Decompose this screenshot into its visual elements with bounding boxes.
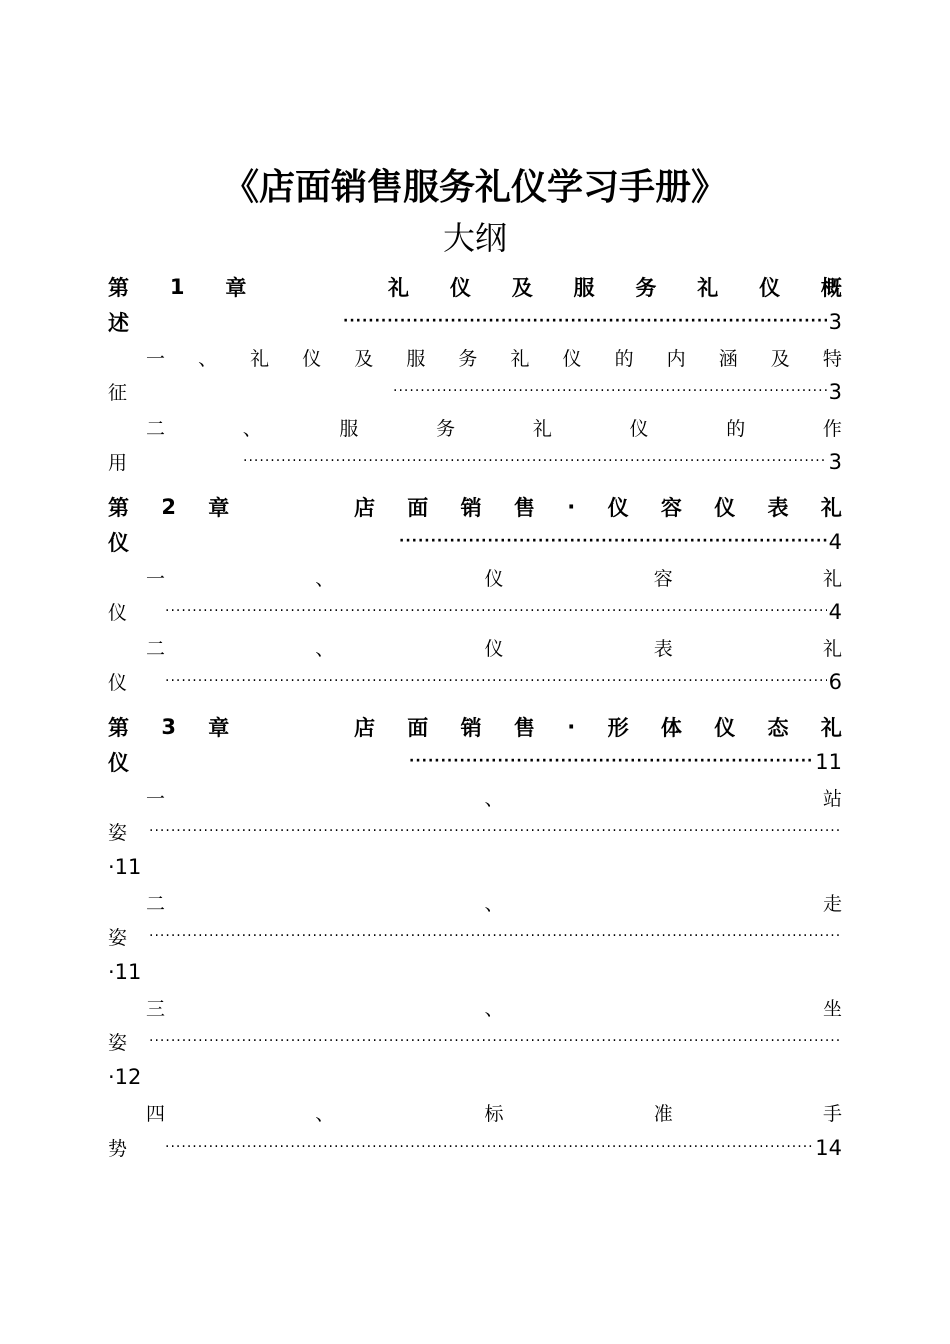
toc-entry-tail: 用 [108, 452, 128, 474]
toc-char: 服 [406, 348, 426, 370]
toc-entry-leader [108, 744, 842, 779]
toc-char: 礼 [532, 418, 552, 440]
toc-char: 售 [513, 715, 535, 740]
toc-entry-ch2-s2 [108, 630, 842, 665]
toc-entry-ch1-s1 [108, 340, 842, 375]
toc-entry-tail: 姿 [108, 822, 128, 844]
toc-char: 作 [822, 418, 842, 440]
toc-char: · [567, 494, 576, 519]
toc-entry-leader [108, 594, 842, 629]
toc-char: 礼 [388, 275, 409, 300]
toc-page-number: ·12 [108, 1064, 142, 1089]
toc-char: 坐 [822, 998, 842, 1020]
toc-char: 1 [169, 274, 185, 299]
toc-entry-leader [108, 814, 842, 849]
toc-char: 表 [653, 638, 673, 660]
toc-char: 仪 [607, 495, 629, 520]
toc-char: 二 [146, 418, 166, 440]
toc-char: 第 [108, 715, 129, 740]
toc-char: 特 [822, 348, 842, 370]
toc-entry-tail: 势 [108, 1138, 128, 1160]
toc-char: 章 [225, 275, 247, 300]
leader-dots [165, 594, 827, 629]
toc-char: 、 [242, 418, 262, 440]
leader-dots [409, 744, 813, 779]
toc-entry-leader [108, 919, 842, 954]
toc-page-number: ·11 [108, 959, 142, 984]
toc-char: 面 [407, 715, 429, 740]
toc-entry-ch2 [108, 489, 842, 524]
toc-char: 面 [407, 495, 429, 520]
toc-char: 二 [146, 893, 166, 915]
toc-entry-leader [108, 304, 842, 339]
toc-char: 、 [484, 998, 504, 1020]
toc-entry-leader [108, 524, 842, 559]
document-subtitle: 大纲 [442, 219, 507, 257]
toc-char: 一 [146, 348, 166, 370]
toc-char: 礼 [697, 275, 719, 300]
toc-char: 概 [820, 275, 842, 300]
toc-char: 、 [484, 893, 504, 915]
toc-char: 章 [208, 495, 230, 520]
toc-entry-tail: 姿 [108, 927, 128, 949]
toc-entry-tail: 述 [108, 310, 129, 335]
toc-char: 礼 [822, 638, 842, 660]
toc-char: 态 [767, 715, 789, 740]
toc-page-number: 3 [828, 449, 842, 474]
toc-char: · [567, 714, 576, 739]
toc-char: 章 [208, 715, 230, 740]
toc-entry-tail: 征 [108, 382, 128, 404]
toc-char: 仪 [714, 495, 736, 520]
leader-dots [399, 524, 827, 559]
toc-page-number: ·11 [108, 854, 142, 879]
toc-char: 3 [161, 714, 176, 739]
toc-char: 务 [458, 348, 478, 370]
leader-dots [165, 664, 827, 699]
toc-char: 内 [666, 348, 686, 370]
toc-char: 礼 [822, 568, 842, 590]
toc-char: 容 [660, 495, 682, 520]
toc-char: 及 [770, 348, 790, 370]
leader-dots [149, 919, 840, 954]
toc-entry-ch1-s2 [108, 410, 842, 445]
leader-dots [243, 444, 827, 479]
toc-entry-ch3 [108, 709, 842, 744]
leader-dots [165, 1130, 813, 1165]
leader-dots [149, 1024, 840, 1059]
toc-char: 站 [822, 788, 842, 810]
toc-entry-ch3-s2 [108, 885, 842, 920]
toc-char: 销 [460, 495, 482, 520]
toc-char: 及 [354, 348, 374, 370]
toc-char: 手 [822, 1103, 842, 1125]
toc-char: 店 [353, 495, 375, 520]
toc-char: 表 [767, 495, 789, 520]
toc-char: 礼 [820, 715, 842, 740]
toc-char: 仪 [562, 348, 582, 370]
toc-entry-leader [108, 664, 842, 699]
toc-entry-ch3-s1 [108, 780, 842, 815]
toc-char: 、 [484, 788, 504, 810]
toc-char: 礼 [250, 348, 270, 370]
toc-char: 仪 [629, 418, 649, 440]
toc-page-number: 3 [828, 309, 842, 334]
toc-entry-tail: 姿 [108, 1032, 128, 1054]
toc-char: 务 [635, 275, 657, 300]
toc-page-number: 6 [828, 669, 842, 694]
toc-entry-tail: 仪 [108, 750, 129, 775]
toc-char: 准 [653, 1103, 673, 1125]
toc-char: 四 [146, 1103, 166, 1125]
toc-char: 标 [484, 1103, 504, 1125]
toc-char: 、 [198, 348, 218, 370]
toc-char: 礼 [820, 495, 842, 520]
toc-page-number: 3 [828, 379, 842, 404]
toc-char: 礼 [510, 348, 530, 370]
toc-char: 、 [315, 1103, 335, 1125]
toc-page-number: 4 [828, 529, 842, 554]
toc-char: 务 [436, 418, 456, 440]
toc-char: 涵 [718, 348, 738, 370]
leader-dots [343, 304, 827, 339]
toc-char: 三 [146, 998, 166, 1020]
toc-char: 的 [614, 348, 634, 370]
toc-entry-leader [108, 374, 842, 409]
toc-entry-leader [108, 1130, 842, 1165]
toc-char: 仪 [302, 348, 322, 370]
toc-char: 仪 [714, 715, 736, 740]
toc-char: 一 [146, 568, 166, 590]
toc-char: 仪 [759, 275, 781, 300]
toc-entry-leader [108, 1024, 842, 1059]
toc-char: 第 [108, 275, 129, 300]
toc-char: 2 [161, 494, 176, 519]
toc-char: 店 [353, 715, 375, 740]
leader-dots [393, 374, 827, 409]
toc-char: 销 [460, 715, 482, 740]
toc-char: 一 [146, 788, 166, 810]
toc-entry-ch2-s1 [108, 560, 842, 595]
toc-char: 售 [513, 495, 535, 520]
toc-char: 二 [146, 638, 166, 660]
toc-char: 、 [315, 638, 335, 660]
toc-page-number: 14 [815, 1135, 842, 1160]
toc-page-number: 4 [828, 599, 842, 624]
toc-char: 走 [822, 893, 842, 915]
toc-char: 的 [726, 418, 746, 440]
toc-entry-tail: 仪 [108, 602, 128, 624]
toc-page-number: 11 [815, 749, 842, 774]
toc-char: 及 [511, 275, 533, 300]
toc-entry-ch1 [108, 269, 842, 304]
toc-char: 容 [653, 568, 673, 590]
toc-char: 体 [660, 715, 682, 740]
toc-entry-leader [108, 444, 842, 479]
toc-char: 、 [315, 568, 335, 590]
toc-entry-ch3-s4 [108, 1095, 842, 1130]
document-title: 《店面销售服务礼仪学习手册》 [222, 167, 727, 208]
toc-char: 仪 [484, 638, 504, 660]
toc-char: 第 [108, 495, 129, 520]
leader-dots [149, 814, 840, 849]
toc-char: 服 [573, 275, 595, 300]
toc-char: 形 [607, 715, 629, 740]
toc-char: 仪 [484, 568, 504, 590]
toc-char: 服 [339, 418, 359, 440]
toc-entry-ch3-s3 [108, 990, 842, 1025]
toc-entry-tail: 仪 [108, 530, 129, 555]
toc-entry-tail: 仪 [108, 672, 128, 694]
toc-char: 仪 [449, 275, 471, 300]
